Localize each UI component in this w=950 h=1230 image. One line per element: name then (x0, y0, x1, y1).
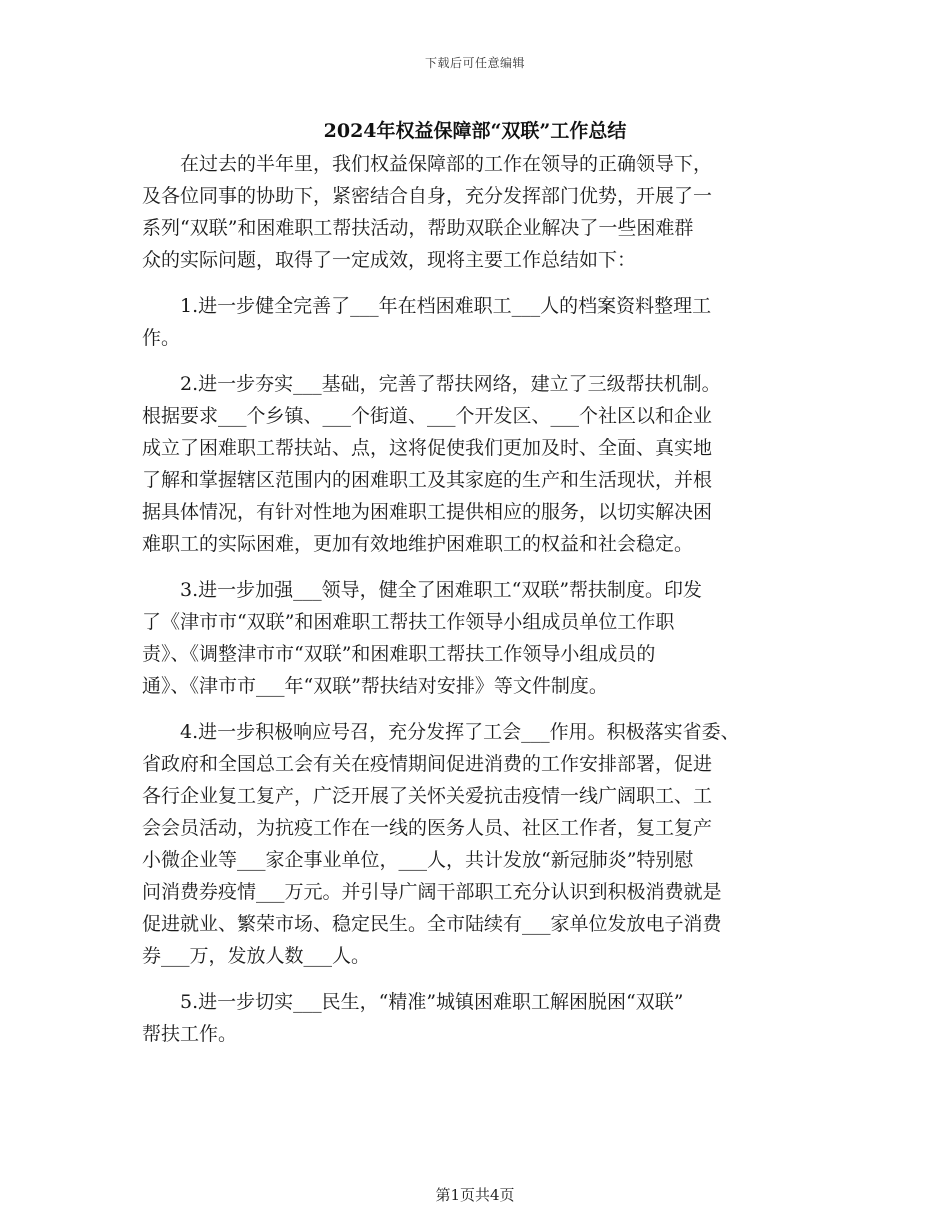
document-body (142, 148, 832, 1064)
text-line: 成立了困难职工帮扶站、点，这将促使我们更加及时、全面、真实地 (142, 437, 713, 459)
text-line: 5.进一步切实___民生，“精准”城镇困难职工解困脱困“双联” (180, 991, 684, 1013)
paragraph-intro (142, 148, 832, 276)
text-line: 问消费券疫情___万元。并引导广阔干部职工充分认识到积极消费就是 (142, 881, 722, 903)
text-line: 券___万，发放人数___人。 (142, 945, 371, 967)
paragraph-item-5 (142, 986, 832, 1050)
text-line: 小微企业等___家企事业单位，___人，共计发放“新冠肺炎”特别慰 (142, 849, 694, 871)
text-line: 帮扶工作。 (142, 1023, 238, 1045)
text-line: 难职工的实际困难，更加有效地维护困难职工的权益和社会稳定。 (142, 533, 694, 555)
text-line: 通》、《津市市___年“双联”帮扶结对安排》等文件制度。 (142, 675, 608, 697)
text-line: 作。 (142, 327, 181, 349)
text-line: 在过去的半年里，我们权益保障部的工作在领导的正确领导下， (180, 153, 713, 175)
text-line: 系列“双联”和困难职工帮扶活动，帮助双联企业解决了一些困难群 (142, 217, 694, 239)
text-line: 责》、《调整津市市“双联”和困难职工帮扶工作领导小组成员的 (142, 643, 656, 665)
text-line: 1.进一步健全完善了___年在档困难职工___人的档案资料整理工 (180, 295, 712, 317)
text-line: 了《津市市“双联”和困难职工帮扶工作领导小组成员单位工作职 (142, 611, 675, 633)
paragraph-item-4 (142, 716, 832, 972)
header-note: 下载后可任意编辑 (424, 56, 525, 70)
text-line: 根据要求___个乡镇、___个街道、___个开发区、___个社区以和企业 (142, 405, 713, 427)
paragraph-item-2 (142, 368, 832, 560)
text-line: 众的实际问题，取得了一定成效，现将主要工作总结如下： (142, 249, 637, 271)
document-title: 2024年权益保障部“双联”工作总结 (323, 120, 627, 142)
text-line: 促进就业、繁荣市场、稳定民生。全市陆续有___家单位发放电子消费 (142, 913, 722, 935)
paragraph-item-1 (142, 290, 832, 354)
text-line: 了解和掌握辖区范围内的困难职工及其家庭的生产和生活现状，并根 (142, 469, 713, 491)
text-line: 2.进一步夯实___基础，完善了帮扶网络，建立了三级帮扶机制。 (180, 373, 721, 395)
text-line: 省政府和全国总工会有关在疫情期间促进消费的工作安排部署，促进 (142, 753, 713, 775)
text-line: 据具体情况，有针对性地为困难职工提供相应的服务，以切实解决困 (142, 501, 713, 523)
text-line: 会会员活动，为抗疫工作在一线的医务人员、社区工作者，复工复产 (142, 817, 713, 839)
text-line: 各行企业复工复产，广泛开展了关怀关爱抗击疫情一线广阔职工、工 (142, 785, 713, 807)
text-line: 3.进一步加强___领导，健全了困难职工“双联”帮扶制度。印发 (180, 579, 703, 601)
text-line: 及各位同事的协助下，紧密结合自身，充分发挥部门优势，开展了一 (142, 185, 713, 207)
text-line: 4.进一步积极响应号召，充分发挥了工会___作用。积极落实省委、 (180, 721, 740, 743)
page-footer: 第1页共4页 (435, 1186, 515, 1204)
paragraph-item-3 (142, 574, 832, 702)
